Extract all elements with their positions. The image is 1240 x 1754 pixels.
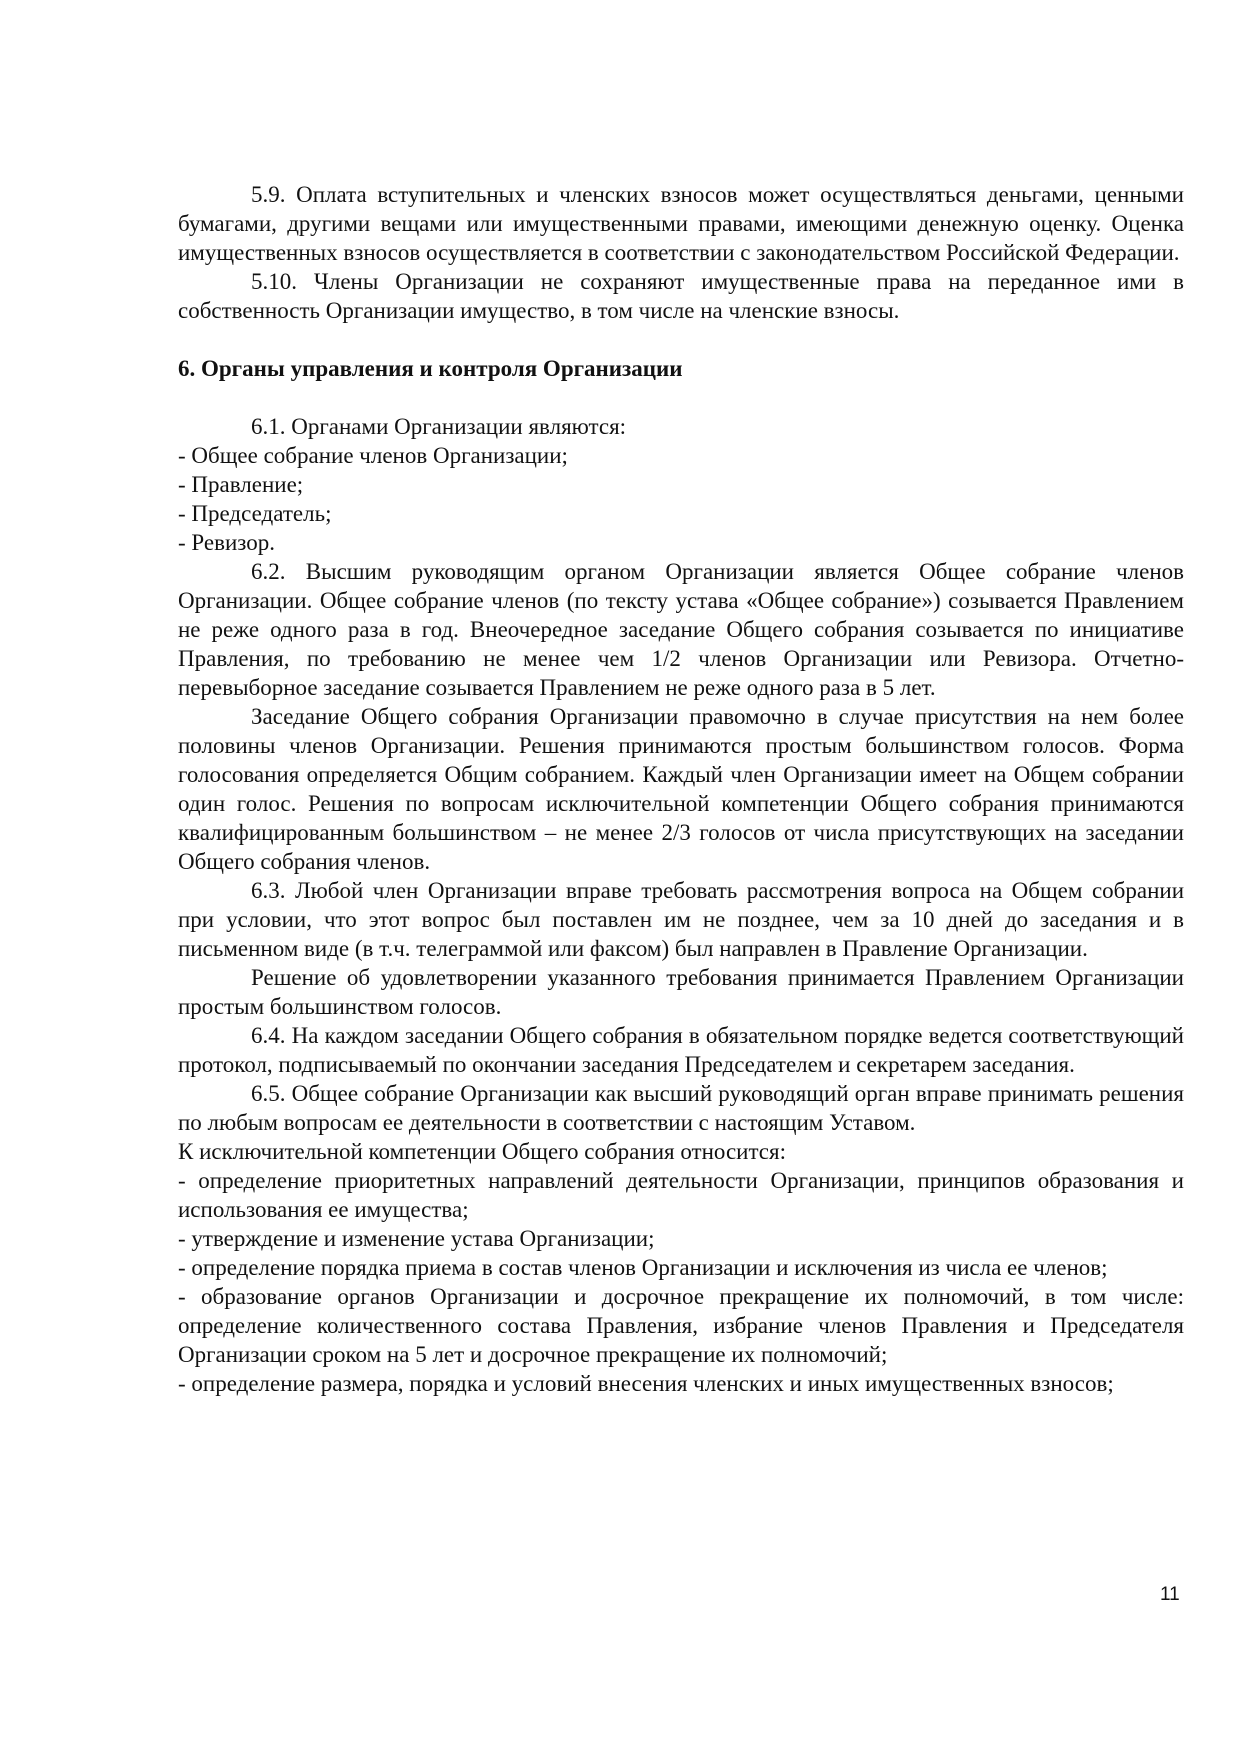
list-item-organ: - Правление; [178,472,304,497]
list-item-competence: - определение размера, порядка и условий внесения членских и иных имущественных взносов; [178,1371,1114,1396]
paragraph-6-3: 6.3. Любой член Организации вправе требовать рассмотрения вопроса на Общем собрании при условии, что этот вопрос был поставлен им не позднее, чем за 10 дней до заседания и в письменном виде (в т.ч. телеграммой или факсом) был направлен в Правление Организации. [178,878,1184,961]
list-item-organ: - Общее собрание членов Организации; [178,443,568,468]
list-item-competence: - определение порядка приема в состав членов Организации и исключения из числа ее членов; [178,1255,1108,1280]
paragraph-6-2: 6.2. Высшим руководящим органом Организации является Общее собрание членов Организации. Общее собрание членов (по тексту устава «Общее собрание») созывается Правлением не реже одного раза в год. Внеочередное заседание Общего собрания созывается по инициативе Правления, по требованию не менее чем 1/2 членов Организации или Ревизора. Отчетно-перевыборное заседание созывается Правлением не реже одного раза в 5 лет. [178,559,1184,700]
paragraph-6-5: 6.5. Общее собрание Организации как высший руководящий орган вправе принимать решения по любым вопросам ее деятельности в соответствии с настоящим Уставом. [178,1081,1184,1135]
page-number: 11 [1160,1584,1180,1605]
competence-intro: К исключительной компетенции Общего собрания относится: [178,1139,786,1164]
list-item-competence: - образование органов Организации и досрочное прекращение их полномочий, в том числе: определение количественного состава Правления, избрание членов Правления и Председателя Организации сроком на 5 лет и досрочное прекращение их полномочий; [178,1284,1184,1367]
paragraph-5-10: 5.10. Члены Организации не сохраняют имущественные права на переданное ими в собственность Организации имущество, в том числе на членские взносы. [178,269,1184,323]
paragraph-6-1: 6.1. Органами Организации являются: [251,414,627,439]
paragraph-6-3-decision: Решение об удовлетворении указанного требования принимается Правлением Организации простым большинством голосов. [178,965,1184,1019]
document-body [178,180,1184,1398]
list-item-competence: - определение приоритетных направлений деятельности Организации, принципов образования и использования ее имущества; [178,1168,1184,1222]
paragraph-6-4: 6.4. На каждом заседании Общего собрания в обязательном порядке ведется соответствующий протокол, подписываемый по окончании заседания Председателем и секретарем заседания. [178,1023,1184,1077]
list-item-organ: - Ревизор. [178,530,275,555]
list-item-organ: - Председатель; [178,501,332,526]
paragraph-5-9: 5.9. Оплата вступительных и членских взносов может осуществляться деньгами, ценными бумагами, другими вещами или имущественными правами, имеющими денежную оценку. Оценка имущественных взносов осуществляется в соответствии с законодательством Российской Федерации. [178,182,1184,265]
list-item-competence: - утверждение и изменение устава Организации; [178,1226,655,1251]
section-heading-6: 6. Органы управления и контроля Организации [178,356,683,381]
paragraph-6-2-quorum: Заседание Общего собрания Организации правомочно в случае присутствия на нем более половины членов Организации. Решения принимаются простым большинством голосов. Форма голосования определяется Общим собранием. Каждый член Организации имеет на Общем собрании один голос. Решения по вопросам исключительной компетенции Общего собрания принимаются квалифицированным большинством – не менее 2/3 голосов от числа присутствующих на заседании Общего собрания членов. [178,704,1184,874]
